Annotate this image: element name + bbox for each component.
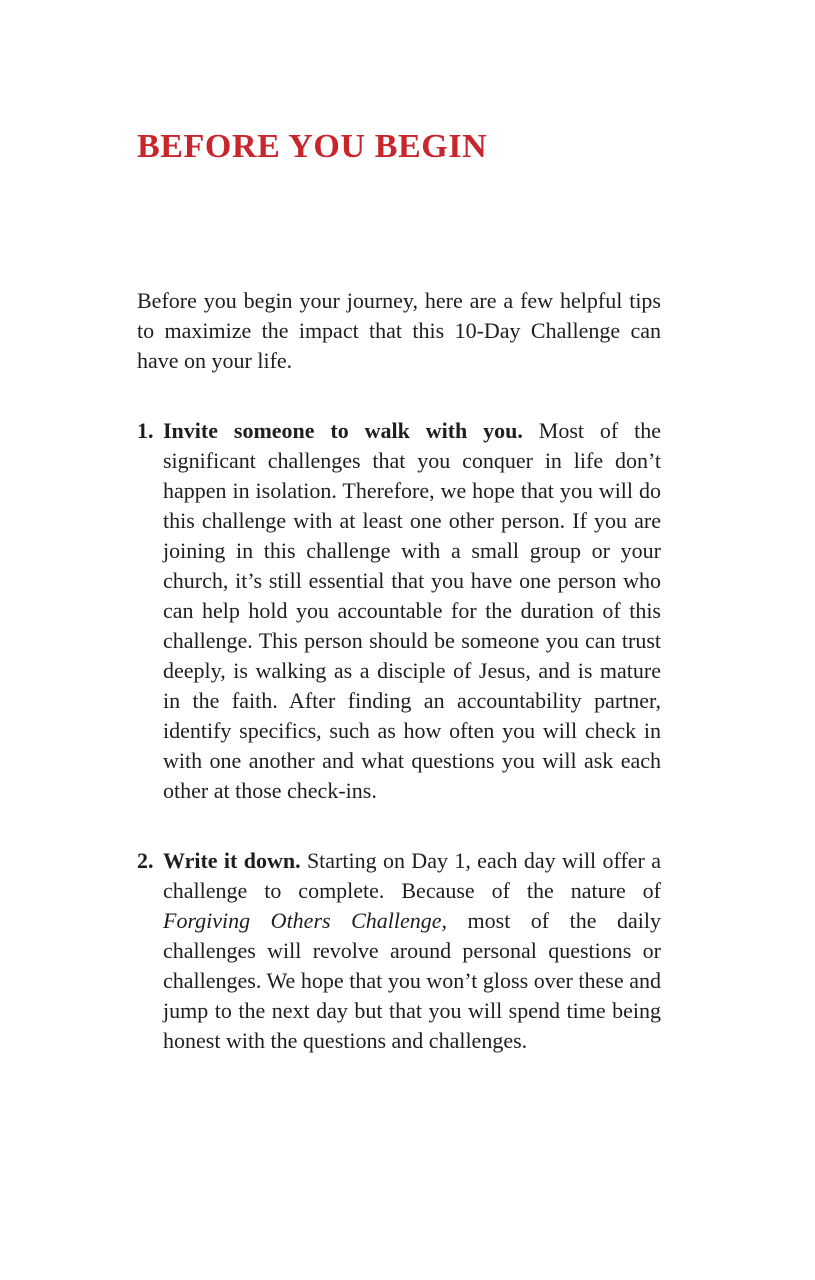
list-item-2-text-before: Starting on Day 1, each day will offer a challenge to complete. Because of the nature of bbox=[163, 848, 661, 903]
list-item-1-lead: Invite someone to walk with you. bbox=[163, 418, 523, 443]
list-item-1-number: 1. bbox=[137, 418, 154, 443]
list-item-1-text: Most of the significant challenges that you conquer in life don’t happen in isolation. Therefore, we hope that you will do this challenge with at least one other person. If you are joining in this challenge with a small group or your church, it’s still essential that you have one person who can help hold you accountable for the duration of this challenge. This person should be someone you can trust deeply, is walking as a disciple of Jesus, and is mature in the faith. After finding an accountability partner, identify specifics, such as how often you will check in with one another and what questions you will ask each other at those check-ins. bbox=[163, 418, 661, 803]
book-title-italic: Forgiving Others Challenge, bbox=[163, 908, 447, 933]
intro-paragraph: Before you begin your journey, here are a few helpful tips to maximize the impact that this 10-Day Challenge can have on your life. bbox=[137, 288, 661, 373]
tips-list bbox=[137, 416, 661, 1056]
list-item-1 bbox=[137, 416, 661, 806]
chapter-title: BEFORE YOU BEGIN bbox=[137, 128, 488, 165]
page-content bbox=[137, 126, 661, 1096]
list-item-2 bbox=[137, 846, 661, 1056]
list-item-2-number: 2. bbox=[137, 848, 154, 873]
list-item-2-lead: Write it down. bbox=[163, 848, 301, 873]
list-item-2-text-after: most of the daily challenges will revolve around personal questions or challenges. We hope that you won’t gloss over these and jump to the next day but that you will spend time being honest with the questions and challenges. bbox=[163, 908, 662, 1053]
